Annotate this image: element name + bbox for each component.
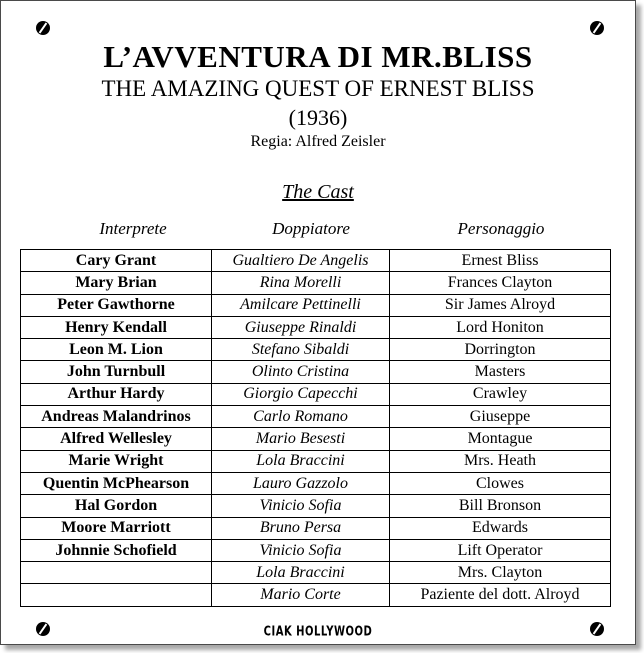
role-cell: Edwards (390, 517, 611, 539)
table-row (21, 339, 611, 361)
actor-cell: Henry Kendall (21, 316, 212, 338)
ciak-hollywood-logo: CIAK HOLLYWOOD (263, 625, 373, 640)
dubber-cell: Giorgio Capecchi (212, 383, 390, 405)
table-row (21, 584, 611, 606)
role-cell: Paziente del dott. Alroyd (390, 584, 611, 606)
dubber-cell: Rina Morelli (212, 272, 390, 294)
table-row (21, 272, 611, 294)
dubber-cell: Olinto Cristina (212, 361, 390, 383)
dubber-cell: Lola Braccini (212, 562, 390, 584)
director-credit: Regia: Alfred Zeisler (250, 133, 386, 150)
dubber-cell: Giuseppe Rinaldi (212, 316, 390, 338)
role-cell: Montague (390, 428, 611, 450)
actor-cell: Cary Grant (21, 250, 212, 272)
actor-cell: Mary Brian (21, 272, 212, 294)
table-row (21, 250, 611, 272)
cast-table (20, 249, 611, 607)
column-header-interprete: Interprete (99, 219, 167, 238)
dubber-cell: Vinicio Sofia (212, 495, 390, 517)
role-cell: Lift Operator (390, 539, 611, 561)
actor-cell: Quentin McPhearson (21, 472, 212, 494)
dubber-cell: Lauro Gazzolo (212, 472, 390, 494)
actor-cell: Moore Marriott (21, 517, 212, 539)
actor-cell (21, 562, 212, 584)
italian-title: L’AVVENTURA DI MR.BLISS (103, 39, 533, 74)
actor-cell (21, 584, 212, 606)
dubber-cell: Amilcare Pettinelli (212, 294, 390, 316)
table-row (21, 472, 611, 494)
table-row (21, 294, 611, 316)
role-cell: Bill Bronson (390, 495, 611, 517)
actor-cell: Marie Wright (21, 450, 212, 472)
actor-cell: Andreas Malandrinos (21, 406, 212, 428)
table-row (21, 361, 611, 383)
dubber-cell: Lola Braccini (212, 450, 390, 472)
table-row (21, 406, 611, 428)
role-cell: Masters (390, 361, 611, 383)
original-title: THE AMAZING QUEST OF ERNEST BLISS (101, 76, 535, 101)
table-row (21, 495, 611, 517)
dubber-cell: Vinicio Sofia (212, 539, 390, 561)
table-row (21, 428, 611, 450)
table-row (21, 539, 611, 561)
actor-cell: Peter Gawthorne (21, 294, 212, 316)
table-row (21, 383, 611, 405)
column-header-personaggio: Personaggio (457, 219, 545, 238)
table-row (21, 562, 611, 584)
dubber-cell: Bruno Persa (212, 517, 390, 539)
role-cell: Mrs. Heath (390, 450, 611, 472)
actor-cell: Alfred Wellesley (21, 428, 212, 450)
actor-cell: Johnnie Schofield (21, 539, 212, 561)
actor-cell: Hal Gordon (21, 495, 212, 517)
dubber-cell: Stefano Sibaldi (212, 339, 390, 361)
actor-cell: Arthur Hardy (21, 383, 212, 405)
role-cell: Dorrington (390, 339, 611, 361)
column-header-doppiatore: Doppiatore (272, 219, 350, 238)
screw-icon (36, 21, 50, 35)
dubber-cell: Carlo Romano (212, 406, 390, 428)
role-cell: Frances Clayton (390, 272, 611, 294)
dubber-cell: Mario Corte (212, 584, 390, 606)
role-cell: Clowes (390, 472, 611, 494)
actor-cell: Leon M. Lion (21, 339, 212, 361)
role-cell: Mrs. Clayton (390, 562, 611, 584)
role-cell: Crawley (390, 383, 611, 405)
role-cell: Giuseppe (390, 406, 611, 428)
release-year: (1936) (288, 105, 348, 130)
cast-table-body (21, 250, 611, 607)
role-cell: Ernest Bliss (390, 250, 611, 272)
actor-cell: John Turnbull (21, 361, 212, 383)
role-cell: Lord Honiton (390, 316, 611, 338)
role-cell: Sir James Alroyd (390, 294, 611, 316)
table-row (21, 517, 611, 539)
table-row (21, 450, 611, 472)
dubber-cell: Mario Besesti (212, 428, 390, 450)
table-row (21, 316, 611, 338)
screw-icon (590, 21, 604, 35)
cast-heading: The Cast (282, 181, 354, 203)
dubber-cell: Gualtiero De Angelis (212, 250, 390, 272)
